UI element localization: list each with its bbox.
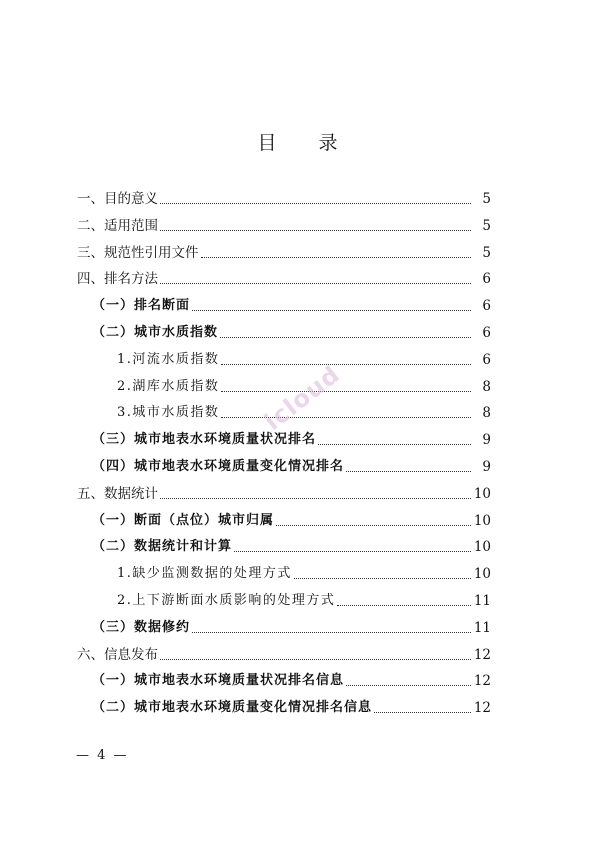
toc-entry-page-number: 12 [473, 646, 491, 663]
toc-entry-label: （二）数据统计和计算 [92, 539, 233, 555]
toc-entry[interactable] [92, 322, 491, 342]
toc-entry-label: 二、适用范围 [77, 217, 158, 234]
toc-entry-page-number: 6 [482, 298, 491, 315]
toc-dot-leader [318, 444, 471, 445]
toc-entry[interactable] [77, 188, 491, 208]
toc-entry-label: 1.河流水质指数 [117, 351, 220, 367]
toc-entry[interactable] [77, 644, 491, 664]
toc-entry-page-number: 6 [482, 325, 491, 341]
toc-entry-label: 2.上下游断面水质影响的处理方式 [117, 593, 336, 608]
toc-entry-label: （二）城市地表水环境质量变化情况排名信息 [92, 700, 373, 716]
toc-entry-label: （四）城市地表水环境质量变化情况排名 [92, 459, 345, 474]
toc-entry[interactable] [92, 670, 491, 690]
toc-dot-leader [201, 257, 472, 258]
toc-entry-page-number: 8 [482, 378, 491, 395]
toc-dot-leader [160, 498, 471, 499]
toc-dot-leader [374, 712, 471, 713]
toc-entry-page-number: 10 [473, 485, 491, 502]
toc-dot-leader [346, 471, 471, 472]
toc-entry[interactable] [92, 510, 491, 530]
toc-entry-page-number: 9 [482, 432, 491, 449]
toc-entry[interactable] [77, 268, 491, 288]
toc-entry-label: （一）断面（点位）城市归属 [92, 512, 275, 528]
toc-entry-page-number: 11 [473, 593, 491, 609]
toc-dot-leader [160, 659, 471, 660]
toc-dot-leader [337, 605, 471, 606]
toc-dot-leader [221, 364, 471, 365]
toc-entry[interactable] [117, 563, 491, 583]
toc-dot-leader [192, 310, 471, 311]
toc-entry-label: 四、排名方法 [77, 271, 158, 288]
toc-entry-page-number: 12 [473, 673, 491, 690]
toc-dot-leader [220, 337, 471, 338]
toc-dot-leader [234, 551, 471, 552]
toc-entry-page-number: 6 [482, 271, 491, 288]
page-title: 目 录 [257, 132, 356, 154]
toc-entry-page-number: 6 [482, 351, 491, 368]
toc-entry-label: 六、信息发布 [77, 646, 158, 663]
toc-dot-leader [160, 283, 471, 284]
toc-entry[interactable] [77, 215, 491, 235]
toc-entry-page-number: 11 [473, 619, 491, 636]
toc-entry-page-number: 5 [482, 244, 491, 261]
toc-entry[interactable] [117, 349, 491, 369]
toc-entry[interactable] [117, 590, 491, 610]
toc-entry-page-number: 8 [482, 405, 491, 422]
watermark-logo: icloud [259, 360, 346, 437]
toc-entry[interactable] [92, 536, 491, 556]
toc-dot-leader [160, 230, 471, 231]
toc-entry-label: 1.缺少监测数据的处理方式 [117, 566, 292, 582]
toc-entry[interactable] [92, 456, 491, 476]
toc-dot-leader [294, 578, 471, 579]
toc-entry-label: 3.城市水质指数 [117, 405, 220, 421]
toc-dot-leader [276, 525, 471, 526]
toc-entry-page-number: 12 [473, 700, 491, 717]
toc-entry-label: （三）数据修约 [92, 619, 191, 635]
toc-entry[interactable] [92, 617, 491, 637]
toc-entry-page-number: 5 [482, 191, 491, 207]
toc-dot-leader [221, 417, 471, 418]
page-number-footer: — 4 — [76, 748, 129, 763]
toc-entry-page-number: 10 [473, 566, 491, 583]
toc-entry-label: （三）城市地表水环境质量状况排名 [92, 432, 317, 448]
toc-entry-label: （二）城市水质指数 [92, 325, 219, 340]
toc-entry-label: （一）排名断面 [92, 298, 191, 314]
toc-entry[interactable] [77, 483, 491, 503]
toc-dot-leader [346, 685, 471, 686]
toc-dot-leader [192, 632, 471, 633]
toc-entry[interactable] [92, 697, 491, 717]
toc-dot-leader [160, 203, 471, 204]
toc-entry[interactable] [77, 242, 491, 262]
toc-entry-label: 五、数据统计 [77, 485, 158, 502]
toc-entry-page-number: 10 [473, 512, 491, 529]
toc-entry-label: 2.湖库水质指数 [117, 378, 220, 394]
toc-entry-label: （一）城市地表水环境质量状况排名信息 [92, 673, 345, 689]
toc-entry[interactable] [92, 295, 491, 315]
toc-entry-label: 三、规范性引用文件 [77, 244, 199, 261]
toc-entry-page-number: 5 [482, 217, 491, 234]
toc-entry-label: 一、目的意义 [77, 191, 158, 207]
toc-entry-page-number: 9 [482, 459, 491, 475]
toc-entry-page-number: 10 [473, 539, 491, 556]
